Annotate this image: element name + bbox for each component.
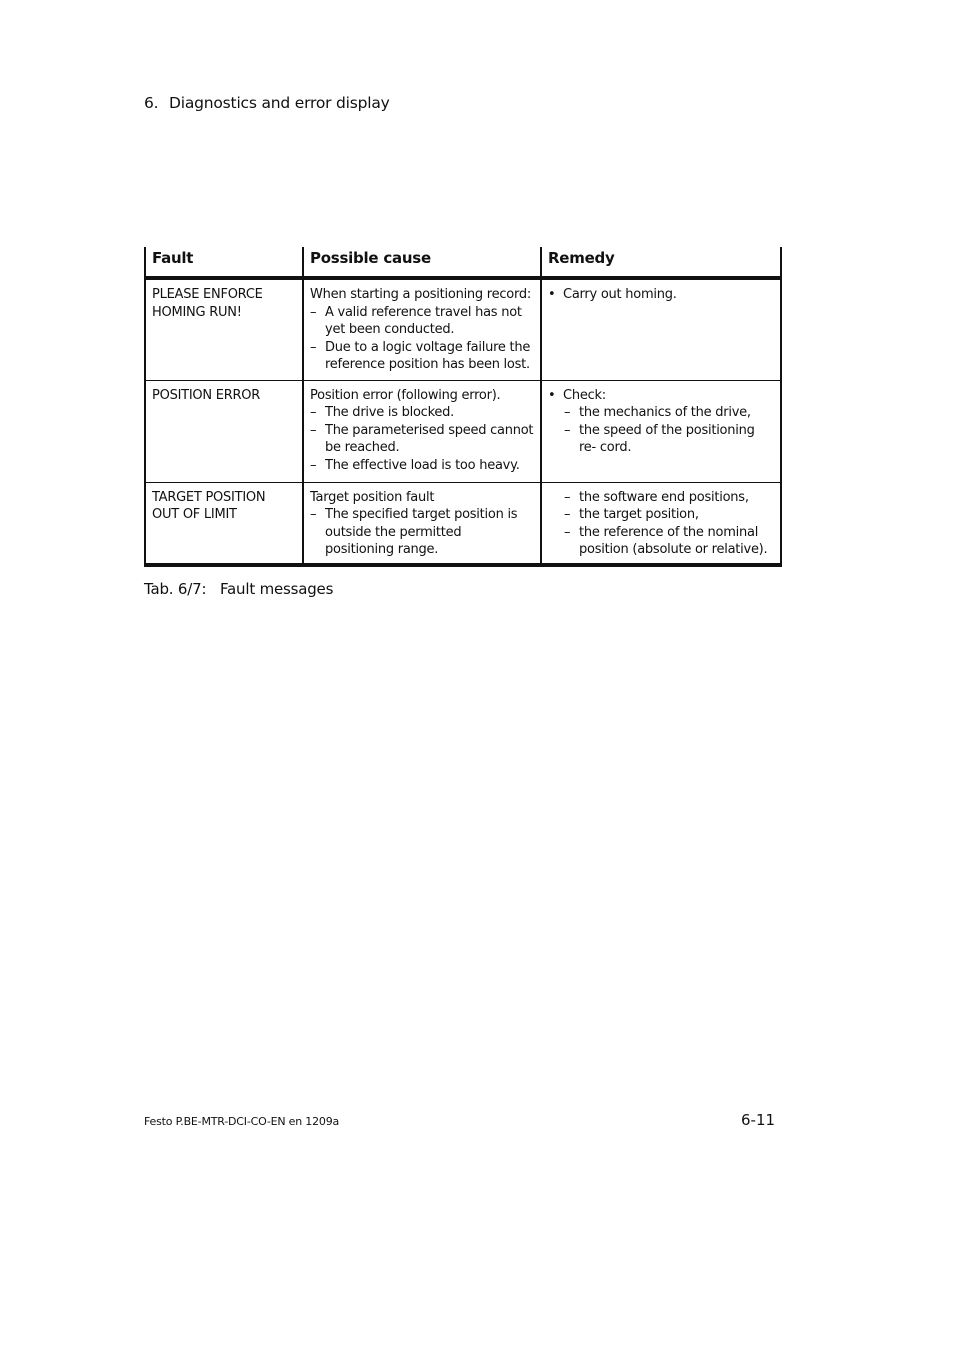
dash-marker: – (564, 422, 571, 438)
fault-text: PLEASE ENFORCE (152, 287, 263, 302)
caption-text: Fault messages (220, 580, 334, 598)
cause-cell (303, 278, 541, 380)
dash-marker: – (310, 405, 317, 420)
fault-cell (145, 380, 303, 482)
table-row (145, 278, 781, 380)
remedy-item: – the software end positions, (564, 489, 749, 505)
fault-cell (145, 278, 303, 380)
column-header-fault: Fault (145, 247, 303, 278)
fault-text: POSITION ERROR (152, 387, 261, 403)
table-header-row (145, 247, 781, 278)
bullet-marker: • (548, 287, 556, 302)
cause-item: – The effective load is too heavy. (310, 457, 520, 473)
column-header-possible-cause: Possible cause (303, 247, 541, 278)
table-caption (144, 580, 333, 598)
dash-marker: – (310, 339, 317, 355)
dash-marker: – (564, 405, 571, 420)
dash-marker: – (564, 489, 571, 505)
cause-item: – A valid reference travel has not yet been conducted. (310, 304, 522, 337)
dash-marker: – (564, 524, 571, 540)
cause-intro: When starting a positioning record: (310, 287, 531, 302)
page-number: 6-11 (741, 1111, 776, 1129)
cause-intro: Target position fault (310, 489, 435, 505)
bullet-marker: • (548, 387, 556, 403)
fault-messages-table (144, 247, 782, 567)
cause-item: – Due to a logic voltage failure the reference position has been lost. (310, 339, 531, 372)
cause-item: – The specified target position is outside the permitted positioning range. (310, 507, 518, 557)
dash-marker: – (310, 457, 317, 473)
remedy-item: – the mechanics of the drive, (564, 405, 751, 420)
remedy-item: – the target position, (564, 507, 699, 522)
footer-document-id: Festo P.BE-MTR-DCI-CO-EN en 1209a (144, 1115, 340, 1128)
dash-marker: – (310, 507, 317, 522)
fault-cell (145, 482, 303, 565)
cause-intro: Position error (following error). (310, 387, 501, 403)
column-header-remedy: Remedy (541, 247, 781, 278)
cause-cell (303, 482, 541, 565)
remedy-item: – the reference of the nominal position (absolute or relative). (564, 524, 768, 557)
fault-text: HOMING RUN! (152, 304, 242, 320)
table-row (145, 380, 781, 482)
remedy-cell (541, 482, 781, 565)
remedy-cell (541, 380, 781, 482)
dash-marker: – (310, 304, 317, 320)
caption-label: Tab. 6/7: (144, 580, 207, 598)
section-header (144, 94, 390, 112)
table-row (145, 482, 781, 565)
section-number: 6. (144, 94, 159, 112)
dash-marker: – (564, 507, 571, 522)
fault-text: TARGET POSITION (152, 489, 266, 505)
cause-cell (303, 380, 541, 482)
remedy-bullet: • Check: (548, 387, 606, 403)
fault-text: OUT OF LIMIT (152, 507, 237, 522)
section-title: Diagnostics and error display (169, 94, 390, 112)
remedy-bullet: • Carry out homing. (548, 287, 677, 302)
remedy-cell (541, 278, 781, 380)
cause-item: – The parameterised speed cannot be reached. (310, 422, 534, 455)
remedy-item: – the speed of the positioning re- cord. (564, 422, 755, 455)
cause-item: – The drive is blocked. (310, 405, 455, 420)
dash-marker: – (310, 422, 317, 438)
